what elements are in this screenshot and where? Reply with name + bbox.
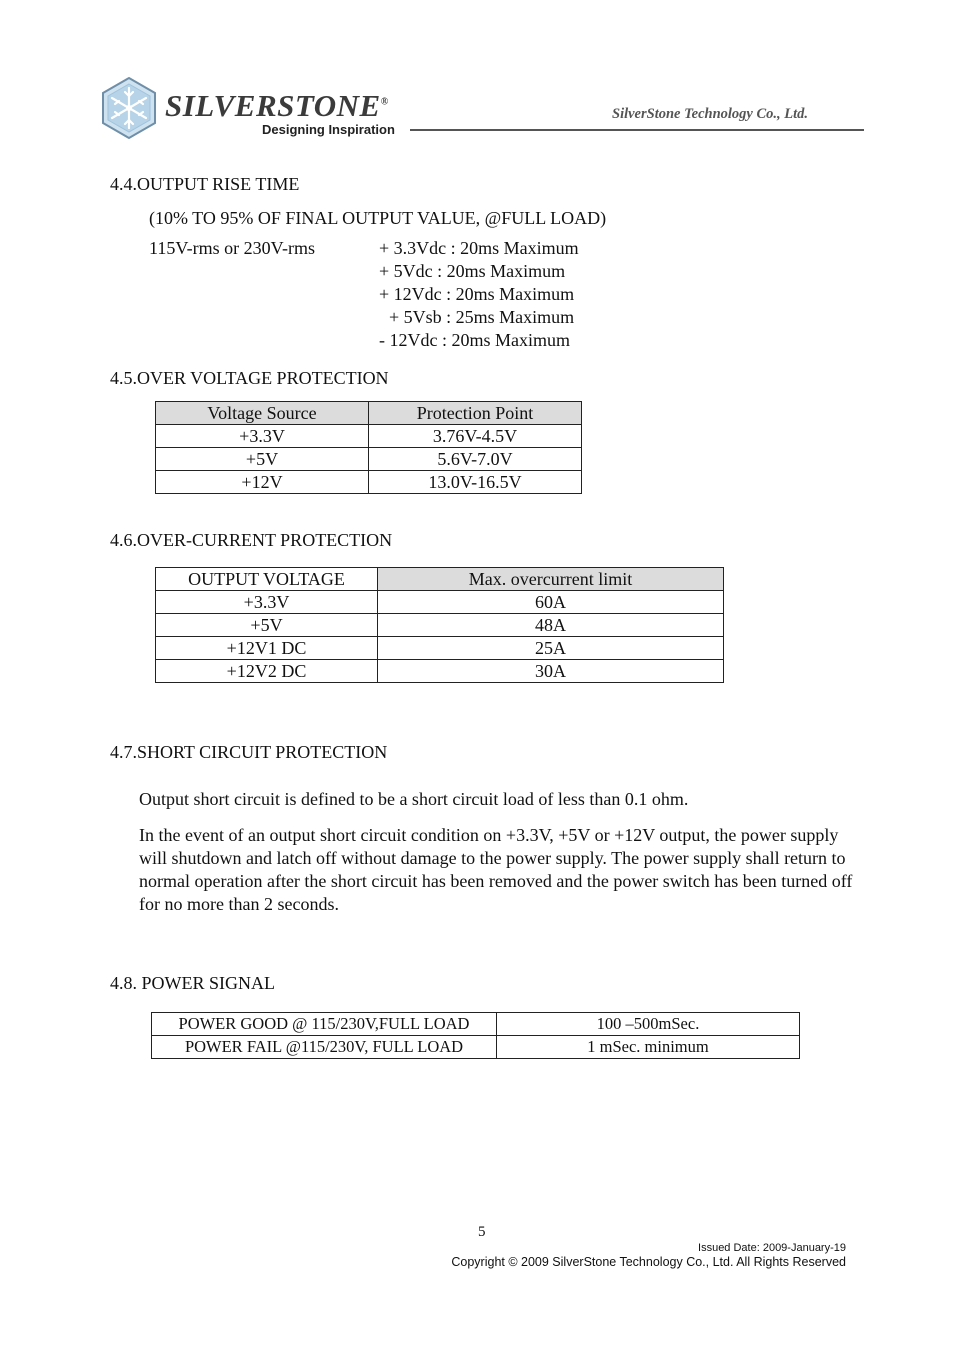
table-row [156,471,581,493]
copyright-notice: Copyright © 2009 SilverStone Technology Co., Ltd. All Rights Reserved [451,1255,846,1269]
column-header: Max. overcurrent limit [378,568,723,591]
section-4-4-heading: 4.4.OUTPUT RISE TIME [110,174,300,194]
paragraph-line: In the event of an output short circuit condition on +3.3V, +5V or +12V output, the power supply [139,825,839,845]
table-row [156,591,723,614]
table-cell: 100 –500mSec. [497,1013,799,1036]
over-current-table [155,567,724,683]
table-cell: POWER FAIL @115/230V, FULL LOAD [152,1036,497,1058]
table-row [152,1036,799,1058]
snowflake-logo-icon [100,76,158,140]
rise-time-row: + 3.3Vdc : 20ms Maximum [379,238,579,258]
paragraph-line: will shutdown and latch off without damage to the power supply. The power supply shall return to [139,848,846,868]
short-circuit-definition: Output short circuit is defined to be a short circuit load of less than 0.1 ohm. [139,789,689,809]
table-row [156,425,581,448]
brand-tagline: Designing Inspiration [262,122,395,137]
section-4-6-heading: 4.6.OVER-CURRENT PROTECTION [110,530,393,550]
registered-mark: ® [380,96,389,108]
table-cell: +12V2 DC [156,660,378,682]
rise-time-row: + 5Vdc : 20ms Maximum [379,261,566,281]
paragraph-line: for no more than 2 seconds. [139,894,339,914]
column-header: Voltage Source [156,402,369,425]
table-cell: +5V [156,448,369,471]
section-4-8-heading: 4.8. POWER SIGNAL [110,973,275,993]
table-cell: 13.0V-16.5V [428,472,522,492]
table-cell: +5V [156,614,378,637]
table-header-row [156,402,581,425]
rise-time-condition: (10% TO 95% OF FINAL OUTPUT VALUE, @FULL LOAD) [149,208,607,228]
column-header: Protection Point [369,402,581,425]
table-row [156,637,723,660]
power-signal-table [151,1012,800,1059]
table-header-row [156,568,723,591]
rise-time-input-label: 115V-rms or 230V-rms [149,238,316,258]
page-number: 5 [478,1224,486,1240]
table-cell: 60A [378,591,723,614]
table-cell: POWER GOOD @ 115/230V,FULL LOAD [152,1013,497,1036]
over-voltage-table [155,401,582,494]
section-4-5-heading: 4.5.OVER VOLTAGE PROTECTION [110,368,389,388]
table-cell: 48A [378,614,723,637]
table-cell: 5.6V-7.0V [369,448,581,471]
issued-date: Issued Date: 2009-January-19 [698,1242,846,1254]
header-rule [410,129,864,131]
rise-time-row: - 12Vdc : 20ms Maximum [379,330,570,350]
table-row [156,448,581,471]
table-cell: +3.3V [156,591,378,614]
table-cell: 30A [535,661,566,681]
paragraph-line: normal operation after the short circuit has been removed and the power switch has been turned off [139,871,853,891]
rise-time-row: + 5Vsb : 25ms Maximum [389,307,575,327]
short-circuit-description [139,824,909,916]
column-header: OUTPUT VOLTAGE [156,568,378,591]
table-cell: +12V1 DC [156,637,378,660]
table-row [156,660,723,682]
table-row [152,1013,799,1036]
table-cell: 25A [378,637,723,660]
rise-time-row: + 12Vdc : 20ms Maximum [379,284,575,304]
brand-name: SILVERSTONE® [165,88,389,123]
table-cell: 1 mSec. minimum [587,1037,709,1056]
table-cell: +3.3V [156,425,369,448]
table-row [156,614,723,637]
company-name: SilverStone Technology Co., Ltd. [612,106,809,122]
table-cell: +12V [156,471,369,493]
section-4-7-heading: 4.7.SHORT CIRCUIT PROTECTION [110,742,388,762]
table-cell: 3.76V-4.5V [369,425,581,448]
